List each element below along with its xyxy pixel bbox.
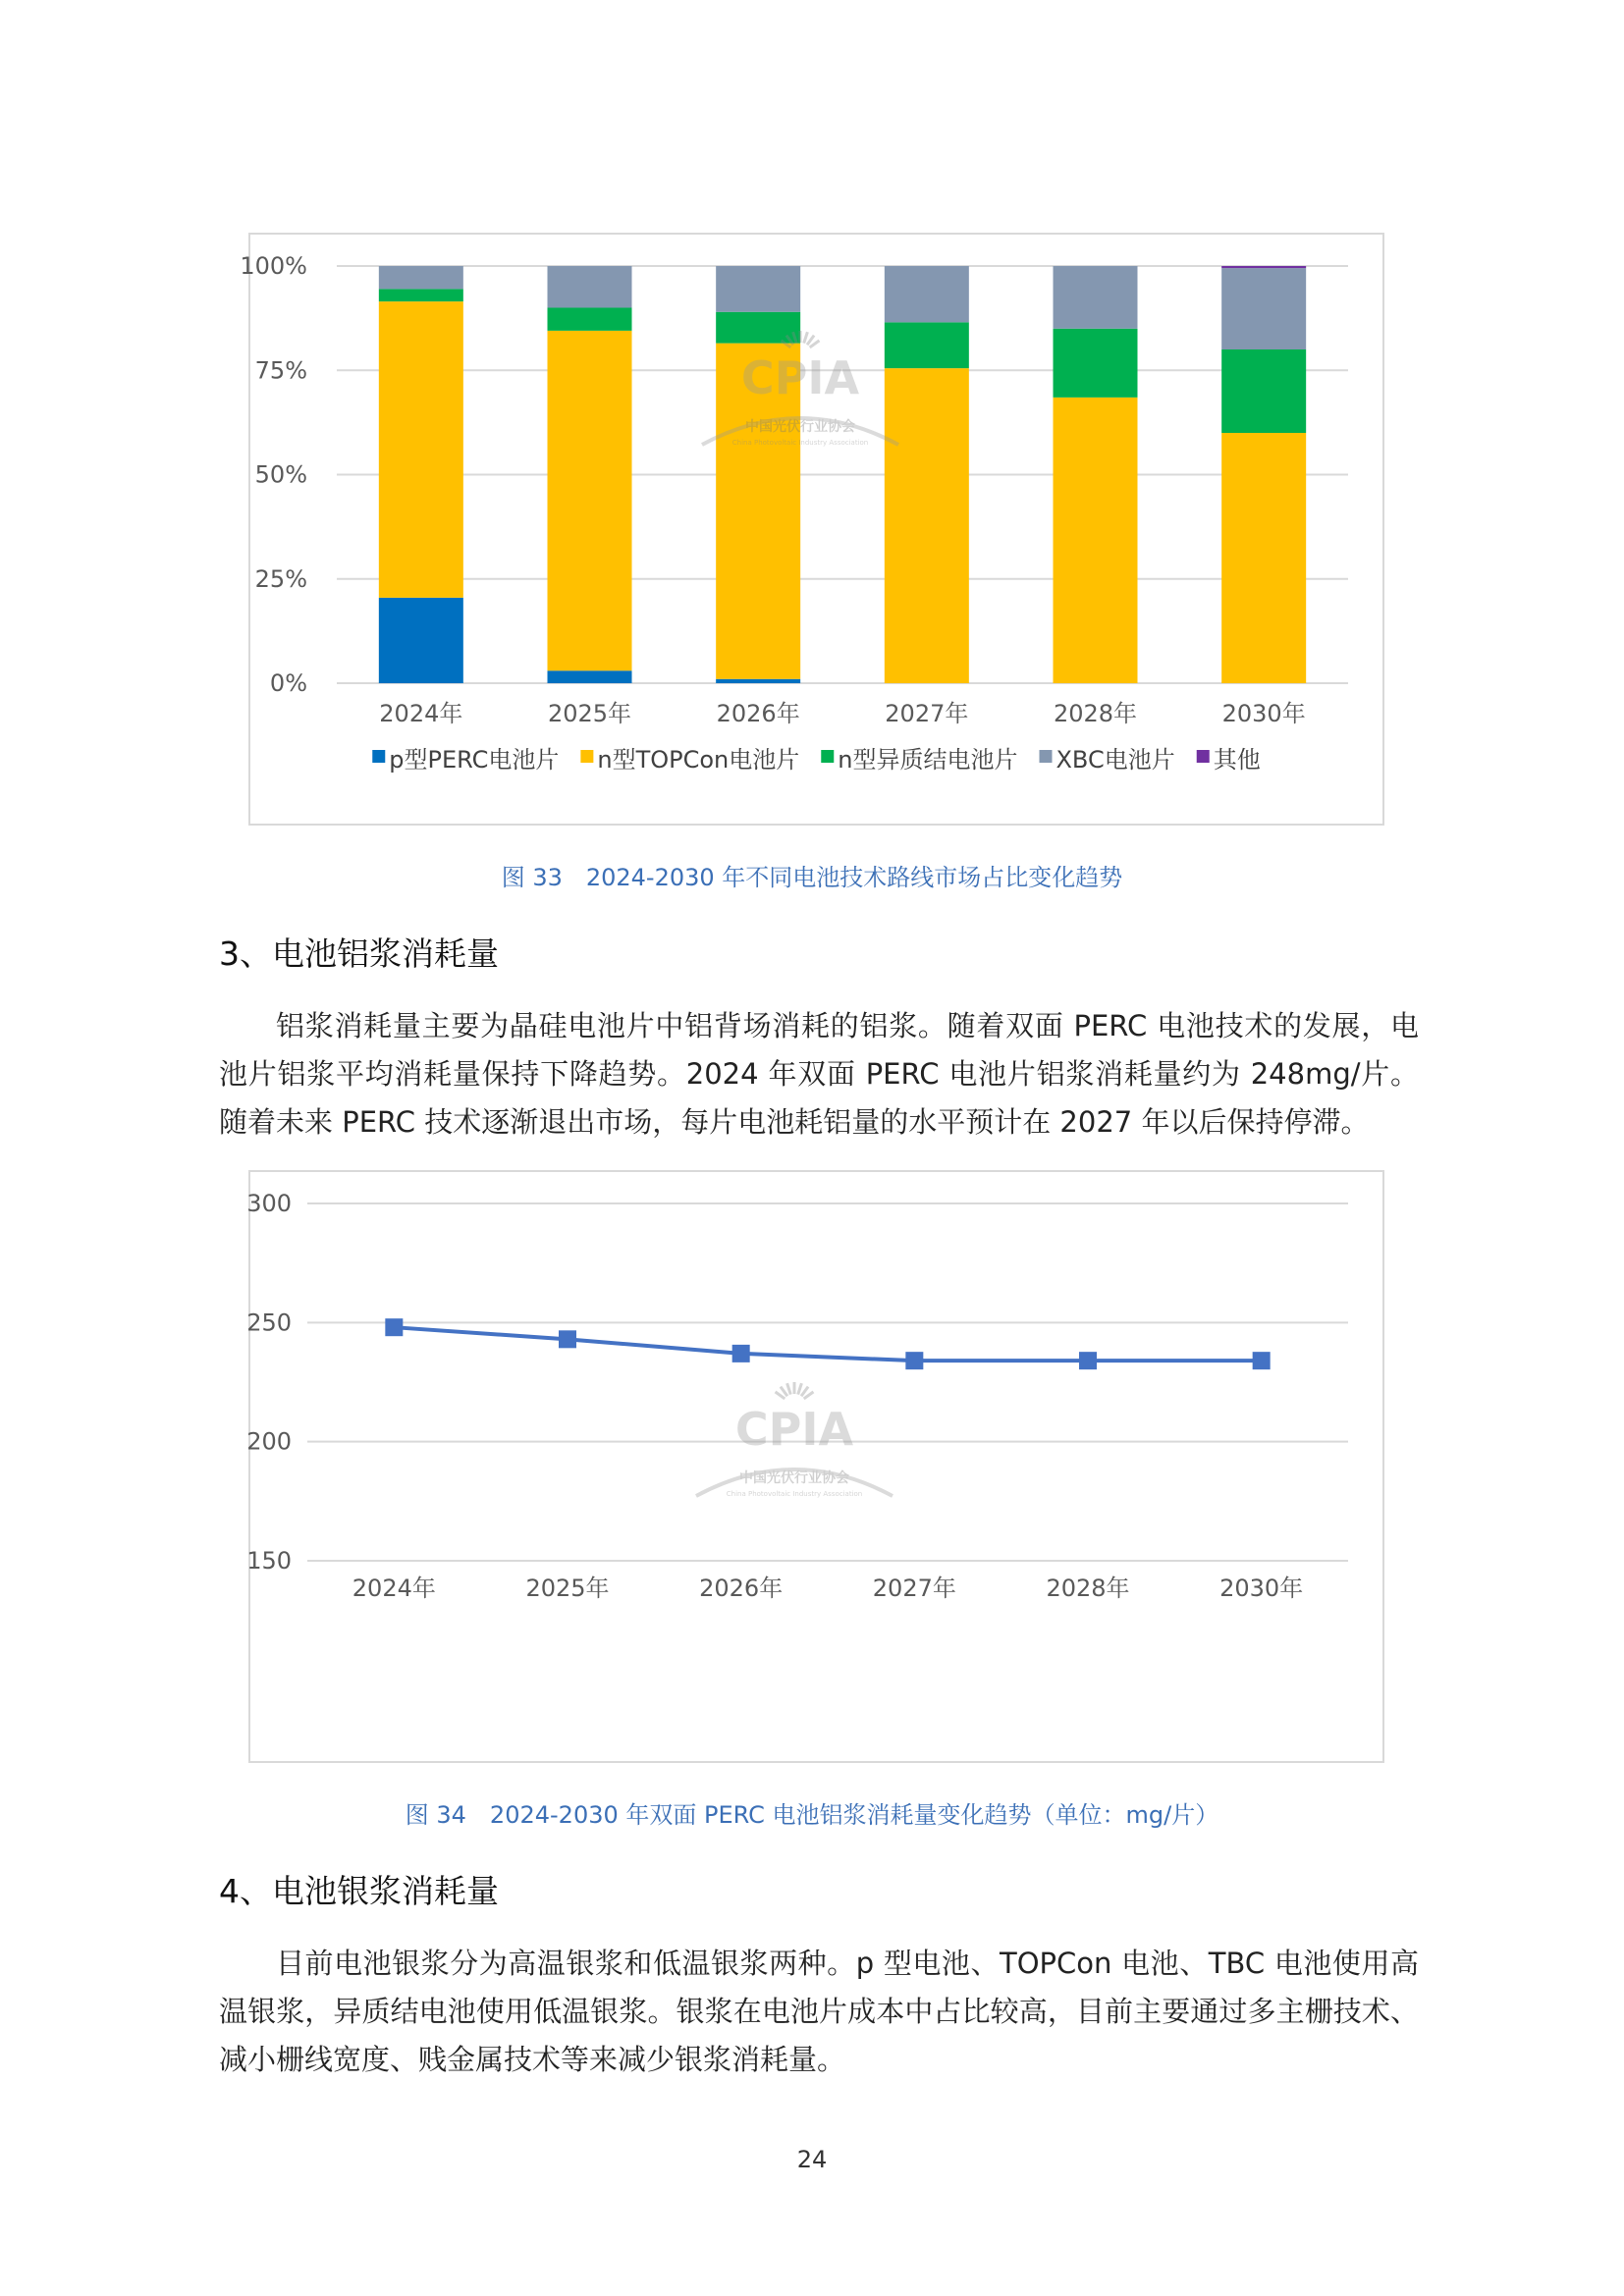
bar-segment [379,266,463,289]
y-tick-label: 100% [240,252,307,280]
legend-swatch [821,750,834,763]
legend-item [821,746,1017,774]
x-tick-label: 2026年 [716,700,800,727]
chart-legend [372,746,1260,774]
market-share-chart [240,233,1384,826]
bar-segment [716,266,800,312]
watermark-sun-ray [787,1383,791,1394]
bar-segment [548,266,632,308]
watermark-logo [696,1382,893,1498]
legend-item [1039,746,1174,774]
watermark-name-cn: 中国光伏行业协会 [739,1470,849,1486]
section-4-heading: 4、电池银浆消耗量 [219,1872,499,1910]
bar-segment [1221,268,1306,349]
x-tick-label: 2027年 [872,1575,956,1602]
x-tick-label: 2025年 [525,1575,610,1602]
bar-segment [1054,266,1138,329]
data-point [1079,1352,1097,1369]
page-number: 24 [796,2146,828,2173]
x-tick-label: 2028年 [1046,1575,1130,1602]
figure-34-caption: 图 34 2024-2030 年双面 PERC 电池铝浆消耗量变化趋势（单位：mg/片） [405,1801,1219,1829]
bar-segment [379,289,463,301]
bar-segment [548,331,632,670]
market-share-chart-svg [240,235,1382,824]
x-tick-label: 2025年 [547,700,632,727]
watermark-name-en: China Photovoltaic Industry Association [731,439,869,447]
bar-segment [548,670,632,683]
bar-segment [1221,349,1306,433]
y-tick-label: 50% [254,460,307,489]
data-point [559,1330,576,1348]
section-3-heading: 3、电池铝浆消耗量 [219,934,499,973]
y-tick-label: 200 [246,1427,292,1456]
data-point [1253,1352,1271,1369]
y-tick-label: 300 [246,1190,292,1217]
bar-segment [1221,433,1306,683]
x-tick-label: 2026年 [699,1575,784,1602]
watermark-cpia-text: CPIA [740,351,860,404]
bar-segment [716,679,800,683]
y-tick-label: 250 [246,1308,292,1337]
y-tick-label: 25% [254,564,307,593]
bar-segment [885,322,969,368]
legend-item [1197,746,1261,774]
legend-swatch [372,750,385,763]
x-tick-label: 2028年 [1053,700,1138,727]
x-tick-label: 2030年 [1219,1575,1304,1602]
legend-item [580,746,799,774]
aluminum-paste-chart-svg [246,1172,1382,1761]
bar-segment [1054,398,1138,683]
legend-label: n型异质结电池片 [838,746,1018,774]
legend-item [372,746,559,774]
bar-segment [1221,266,1306,268]
legend-label: XBC电池片 [1056,746,1175,774]
series-line [394,1327,1261,1361]
legend-label: n型TOPCon电池片 [597,746,800,774]
watermark-sun-ray [798,1383,802,1394]
data-point [732,1345,750,1362]
bar-segment [885,368,969,683]
figure-33-caption: 图 33 2024-2030 年不同电池技术路线市场占比变化趋势 [501,864,1123,891]
section-4-paragraph: 目前电池银浆分为高温银浆和低温银浆两种。p 型电池、TOPCon 电池、TBC 电池使用高温银浆，异质结电池使用低温银浆。银浆在电池片成本中占比较高，目前主要通过多主栅技术、减小栅线宽度、贱金属技术等来减少银浆消耗量。 [219,1947,1419,2076]
legend-swatch [1039,750,1052,763]
bar-segment [379,598,463,683]
y-tick-label: 150 [246,1547,292,1575]
x-tick-label: 2030年 [1221,700,1306,727]
aluminum-paste-chart [248,1170,1384,1763]
watermark-name-cn: 中国光伏行业协会 [745,419,855,435]
y-tick-label: 0% [269,669,307,697]
bar-segment [548,308,632,331]
watermark-name-en: China Photovoltaic Industry Association [726,1490,863,1498]
x-tick-label: 2027年 [885,700,969,727]
data-point [385,1318,403,1336]
legend-label: 其他 [1213,746,1261,774]
legend-swatch [1197,750,1210,763]
data-point [905,1352,923,1369]
bar-segment [885,266,969,322]
bar-segment [1054,329,1138,398]
watermark-sun-ray [804,332,808,343]
y-tick-label: 75% [254,356,307,385]
bar-segment [379,301,463,598]
legend-label: p型PERC电池片 [389,746,560,774]
section-3-paragraph: 铝浆消耗量主要为晶硅电池片中铝背场消耗的铝浆。随着双面 PERC 电池技术的发展，电池片铝浆平均消耗量保持下降趋势。2024 年双面 PERC 电池片铝浆消耗量约为 248mg/片。随着未来 PERC 技术逐渐退出市场，每片电池耗铝量的水平预计在 2027 年以后保持停滞。 [219,1009,1419,1139]
watermark-cpia-text: CPIA [734,1403,854,1456]
x-tick-label: 2024年 [379,700,463,727]
x-tick-label: 2024年 [352,1575,436,1602]
legend-swatch [580,750,593,763]
